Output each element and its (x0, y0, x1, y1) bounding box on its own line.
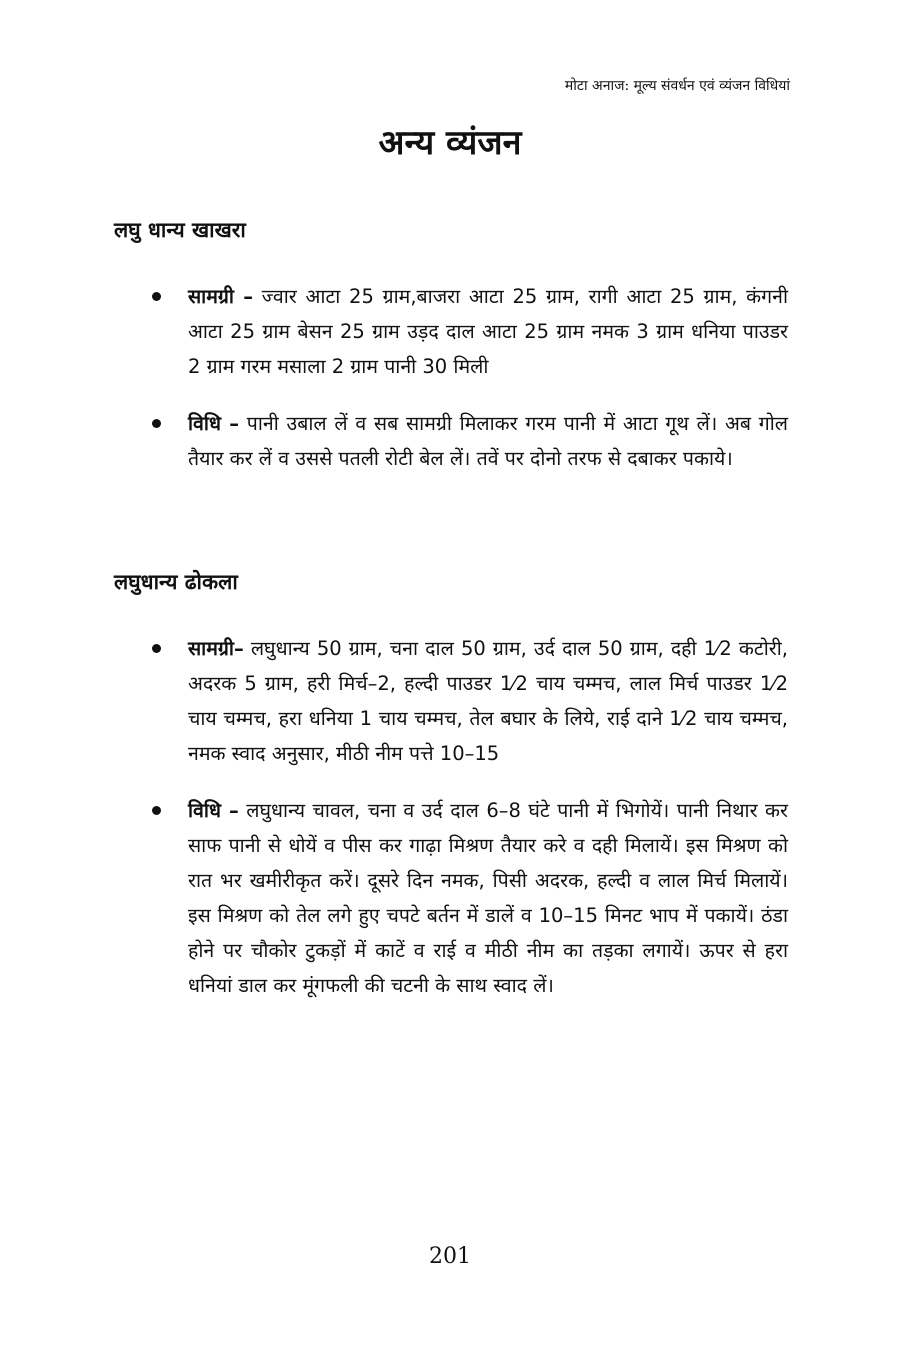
page-number: 201 (429, 1244, 471, 1269)
ingredients-text: लघुधान्य 50 ग्राम, चना दाल 50 ग्राम, उर्द दाल 50 ग्राम, दही 1⁄2 कटोरी, अदरक 5 ग्राम, हरी मिर्च–2, हल्दी पाउडर 1⁄2 चाय चम्मच, लाल मिर्च पाउडर 1⁄2 चाय चम्मच, हरा धनिया 1 चाय चम्मच, तेल बघार के लिये, राई दाने 1⁄2 चाय चम्मच, नमक स्वाद अनुसार, मीठी नीम पत्ते 10–15 (188, 637, 788, 765)
bullet-icon (152, 292, 161, 301)
section-heading-dhokla: लघुधान्य ढोकला (114, 570, 238, 594)
khakhra-recipe-list (150, 279, 788, 476)
list-item (150, 793, 788, 1003)
method-label: विधि – (188, 412, 240, 435)
bullet-icon (152, 419, 161, 428)
bullet-icon (152, 806, 161, 815)
page-title: अन्य व्यंजन (378, 123, 522, 163)
ingredients-text: ज्वार आटा 25 ग्राम,बाजरा आटा 25 ग्राम, रागी आटा 25 ग्राम, कंगनी आटा 25 ग्राम बेसन 25 ग्राम उड़द दाल आटा 25 ग्राम नमक 3 ग्राम धनिया पाउडर 2 ग्राम गरम मसाला 2 ग्राम पानी 30 मिली (188, 285, 789, 378)
list-item (150, 279, 788, 384)
section-heading-khakhra: लघु धान्य खाखरा (114, 218, 246, 242)
method-text: पानी उबाल लें व सब सामग्री मिलाकर गरम पानी में आटा गूथ लें। अब गोल तैयार कर लें व उससे पतली रोटी बेल लें। तवें पर दोनो तरफ से दबाकर पकाये। (188, 412, 788, 470)
bullet-icon (152, 644, 161, 653)
list-item (150, 406, 788, 476)
ingredients-label: सामग्री– (188, 637, 244, 660)
list-item (150, 631, 788, 771)
method-label: विधि – (188, 799, 239, 822)
method-text: लघुधान्य चावल, चना व उर्द दाल 6–8 घंटे पानी में भिगोयें। पानी निथार कर साफ पानी से धोयें व पीस कर गाढ़ा मिश्रण तैयार करे व दही मिलायें। इस मिश्रण को रात भर खमीरीकृत करें। दूसरे दिन नमक, पिसी अदरक, हल्दी व लाल मिर्च मिलायें। इस मिश्रण को तेल लगे हुए चपटे बर्तन में डालें व 10–15 मिनट भाप में पकायें। ठंडा होने पर चौकोर टुकड़ों में काटें व राई व मीठी नीम का तड़का लगायें। ऊपर से हरा धनियां डाल कर मूंगफली की चटनी के साथ स्वाद लें। (188, 799, 788, 997)
running-header: मोटा अनाज: मूल्य संवर्धन एवं व्यंजन विधियां (564, 78, 790, 94)
dhokla-recipe-list (150, 631, 788, 1003)
ingredients-label: सामग्री – (188, 285, 254, 308)
